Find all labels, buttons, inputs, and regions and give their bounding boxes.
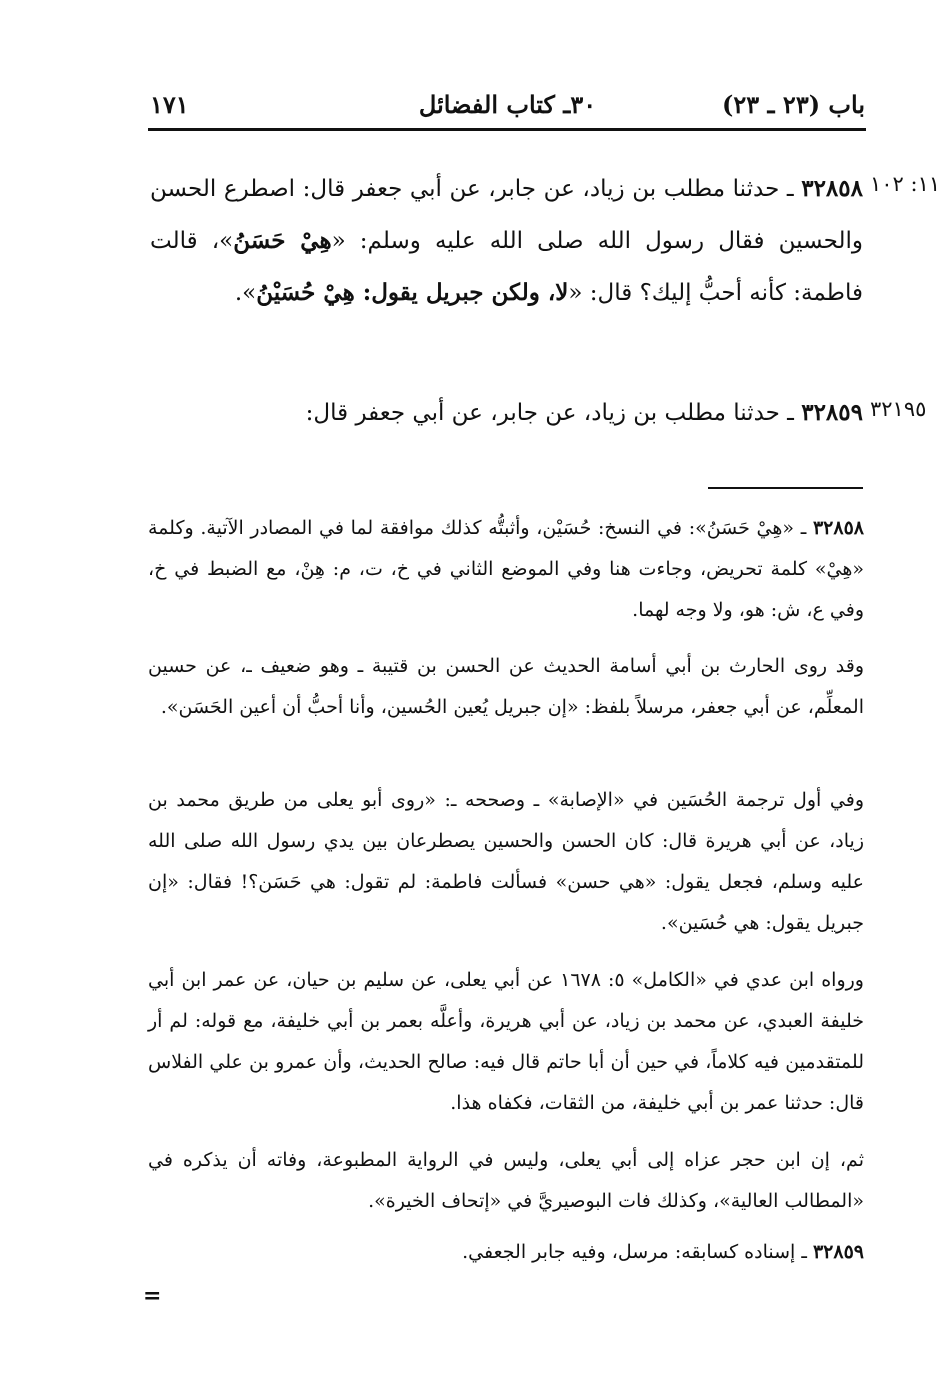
hadith-32858 — [150, 163, 863, 319]
hadith-number: ٣٢٨٥٩ — [801, 399, 863, 426]
hadith-number: ٣٢٨٥٨ — [801, 175, 863, 202]
chapter-title: ٣٠ـ كتاب الفضائل — [418, 90, 597, 119]
footnote-text: ـ «هِيْ حَسَنُ»: في النسخ: حُسَيْن، وأثبتُّه كذلك موافقة لما في المصادر الآتية. وكلمة «هِيْ» كلمة تحريض، وجاءت هنا وفي الموضع الثاني في خ، ت، م: هِنْ، مع الضبط في خ، وفي ع، ش: هو، ولا وجه لهما. — [148, 517, 864, 621]
footnote-text: ورواه ابن عدي في «الكامل» ٥: ١٦٧٨ عن أبي يعلى، عن سليم بن حيان، عن عمر ابن أبي خليفة العبدي، عن محمد بن زياد، عن أبي هريرة، وأعلَّه بعمر بن أبي خليفة، مع قوله: لم أر للمتقدمين فيه كلاماً، في حين أن أبا حاتم قال فيه: صالح الحديث، وأن عمرو بن علي الفلاس قال: حدثنا عمر بن أبي خليفة، من الثقات، فكفاه هذا. — [148, 969, 864, 1114]
page-number: ١٧١ — [150, 90, 189, 119]
footnote-separator — [708, 487, 863, 489]
footnote-5 — [148, 1140, 864, 1222]
hadith-bold-b: لا، ولكن جبريل يقول: هِيْ حُسَيْنُ — [256, 279, 569, 306]
footnote-text: ـ إسناده كسابقه: مرسل، وفيه جابر الجعفي. — [462, 1241, 813, 1263]
margin-reference-1: ١١: ١٠٢ — [870, 172, 941, 196]
hadith-bold-a: هِيْ حَسَنُ — [233, 227, 332, 254]
page-header — [150, 84, 865, 124]
section-heading: باب (٢٣ ـ ٢٣) — [722, 90, 865, 119]
hadith-text-c: ». — [234, 280, 257, 306]
footnote-2 — [148, 646, 864, 728]
footnote-number: ٣٢٨٥٨ — [812, 517, 864, 539]
footnote-text: وقد روى الحارث بن أبي أسامة الحديث عن الحسن بن قتيبة ـ وهو ضعيف ـ، عن حسين المعلِّم، عن أبي جعفر، مرسلاً بلفظ: «إن جبريل يُعين الحُسين، وأنا أحبُّ أن أعين الحَسَن». — [148, 655, 864, 718]
footnote-text: وفي أول ترجمة الحُسَين في «الإصابة» ـ وصححه ـ: «روى أبو يعلى من طريق محمد بن زياد، عن أبي هريرة قال: كان الحسن والحسين يصطرعان بين يدي رسول الله صلى الله عليه وسلم، فجعل يقول: «هي حسن» فسألت فاطمة: لم تقول: هي حَسَن؟! فقال: «إن جبريل يقول: هي حُسَين». — [148, 789, 864, 934]
footnote-3 — [148, 780, 864, 944]
hadith-text-b: »، قالت فاطمة: كأنه أحبُّ إليك؟ قال: « — [150, 228, 863, 306]
footnote-1 — [148, 508, 864, 631]
hadith-text-a: ـ حدثنا مطلب بن زياد، عن جابر، عن أبي جعفر قال: اصطرع الحسن والحسين فقال رسول الله صلى الله عليه وسلم: « — [150, 176, 863, 254]
footnote-text: ثم، إن ابن حجر عزاه إلى أبي يعلى، وليس في الرواية المطبوعة، وفاته أن يذكره في «المطالب العالية»، وكذلك فات البوصيريَّ في «إتحاف الخيرة». — [148, 1149, 864, 1212]
hadith-text: ـ حدثنا مطلب بن زياد، عن جابر، عن أبي جعفر قال: — [305, 400, 802, 426]
continuation-mark: = — [143, 1283, 162, 1309]
margin-reference-2: ٣٢١٩٥ — [870, 397, 927, 421]
hadith-32859 — [150, 387, 863, 439]
header-rule — [148, 128, 866, 131]
footnote-number: ٣٢٨٥٩ — [812, 1241, 864, 1263]
footnote-4 — [148, 960, 864, 1124]
footnote-6 — [148, 1232, 864, 1273]
